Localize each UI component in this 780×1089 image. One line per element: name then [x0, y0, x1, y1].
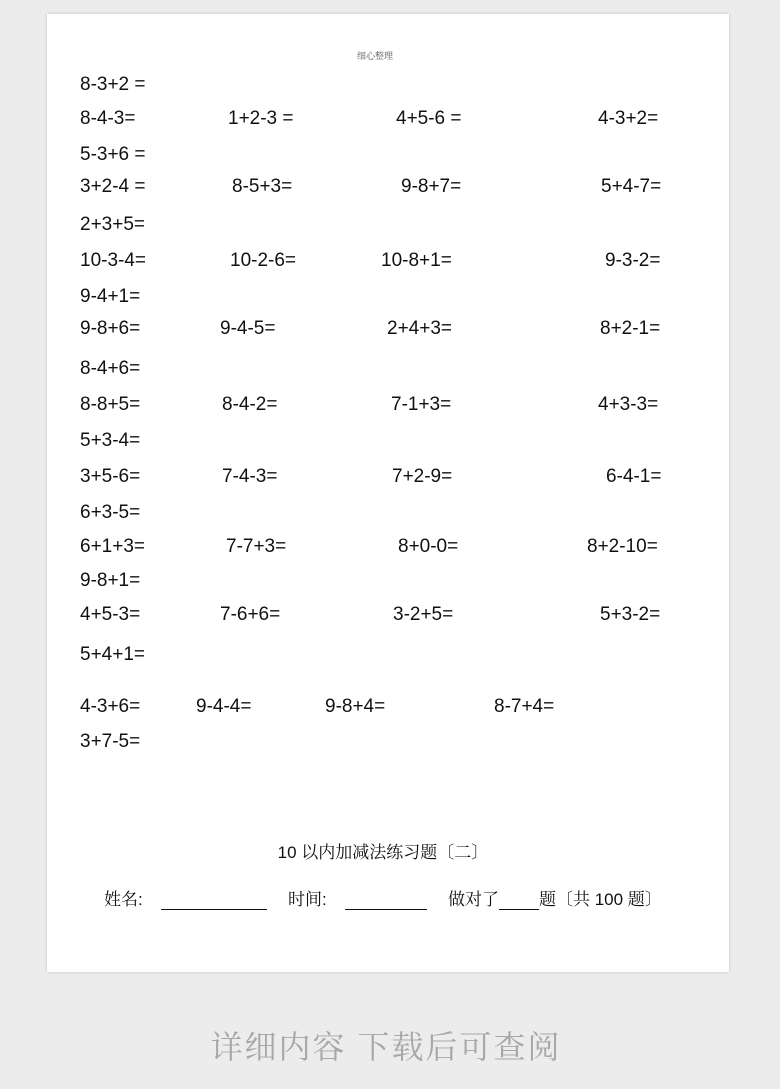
- worksheet-title: 10 以内加减法练习题〔二〕: [277, 843, 489, 862]
- problem-item: 10-8+1=: [381, 250, 452, 271]
- score-prefix: 做对了: [448, 890, 499, 909]
- name-label: 姓名:: [104, 890, 143, 909]
- score-blank[interactable]: [499, 891, 539, 910]
- problem-item: 5+3-4=: [80, 430, 141, 451]
- problem-item: 9-8+6=: [80, 318, 141, 339]
- problem-item: 6-4-1=: [606, 466, 662, 487]
- problem-item: 7+2-9=: [392, 466, 453, 487]
- time-blank[interactable]: [345, 891, 427, 910]
- problem-item: 4+5-3=: [80, 604, 141, 625]
- problem-item: 8-5+3=: [232, 176, 293, 197]
- problem-item: 9-8+1=: [80, 570, 141, 591]
- name-field[interactable]: [104, 885, 267, 910]
- problem-item: 6+1+3=: [80, 536, 145, 557]
- problem-item: 1+2-3 =: [228, 108, 294, 129]
- time-field[interactable]: [288, 885, 427, 910]
- problem-item: 9-8+4=: [325, 696, 386, 717]
- problem-item: 9-4-5=: [220, 318, 276, 339]
- problem-item: 5+4+1=: [80, 644, 145, 665]
- problem-item: 9-4-4=: [196, 696, 252, 717]
- score-suffix: 题〔共 100 题〕: [539, 890, 662, 909]
- problem-item: 7-1+3=: [391, 394, 452, 415]
- problem-item: 8-4-3=: [80, 108, 136, 129]
- problem-item: 9-4+1=: [80, 286, 141, 307]
- problem-item: 8-4+6=: [80, 358, 141, 379]
- problem-item: 4-3+6=: [80, 696, 141, 717]
- problem-item: 6+3-5=: [80, 502, 141, 523]
- problem-item: 8-3+2 =: [80, 74, 146, 95]
- problem-item: 5+4-7=: [601, 176, 662, 197]
- problem-item: 3-2+5=: [393, 604, 454, 625]
- problem-item: 3+5-6=: [80, 466, 141, 487]
- problem-item: 8+0-0=: [398, 536, 459, 557]
- problem-item: 8-7+4=: [494, 696, 555, 717]
- problem-item: 2+3+5=: [80, 214, 145, 235]
- problem-item: 9-3-2=: [605, 250, 661, 271]
- problem-item: 3+2-4 =: [80, 176, 146, 197]
- footer-prompt: 详细内容 下载后可查阅: [210, 1029, 562, 1065]
- problem-item: 7-7+3=: [226, 536, 287, 557]
- problem-item: 3+7-5=: [80, 731, 141, 752]
- problem-item: 4-3+2=: [598, 108, 659, 129]
- problem-item: 5+3-2=: [600, 604, 661, 625]
- score-field[interactable]: [448, 885, 662, 910]
- problem-item: 8-4-2=: [222, 394, 278, 415]
- problem-item: 7-6+6=: [220, 604, 281, 625]
- problem-item: 4+5-6 =: [396, 108, 462, 129]
- problem-item: 4+3-3=: [598, 394, 659, 415]
- problem-item: 8-8+5=: [80, 394, 141, 415]
- problem-item: 9-8+7=: [401, 176, 462, 197]
- problem-item: 8+2-10=: [587, 536, 658, 557]
- problem-item: 2+4+3=: [387, 318, 452, 339]
- problem-item: 7-4-3=: [222, 466, 278, 487]
- problem-item: 10-3-4=: [80, 250, 147, 271]
- header-note: 细心整理: [356, 51, 393, 61]
- problem-item: 10-2-6=: [230, 250, 297, 271]
- worksheet-page: [47, 14, 729, 972]
- problem-item: 5-3+6 =: [80, 144, 146, 165]
- problem-item: 8+2-1=: [600, 318, 661, 339]
- name-blank[interactable]: [161, 891, 267, 910]
- time-label: 时间:: [288, 890, 327, 909]
